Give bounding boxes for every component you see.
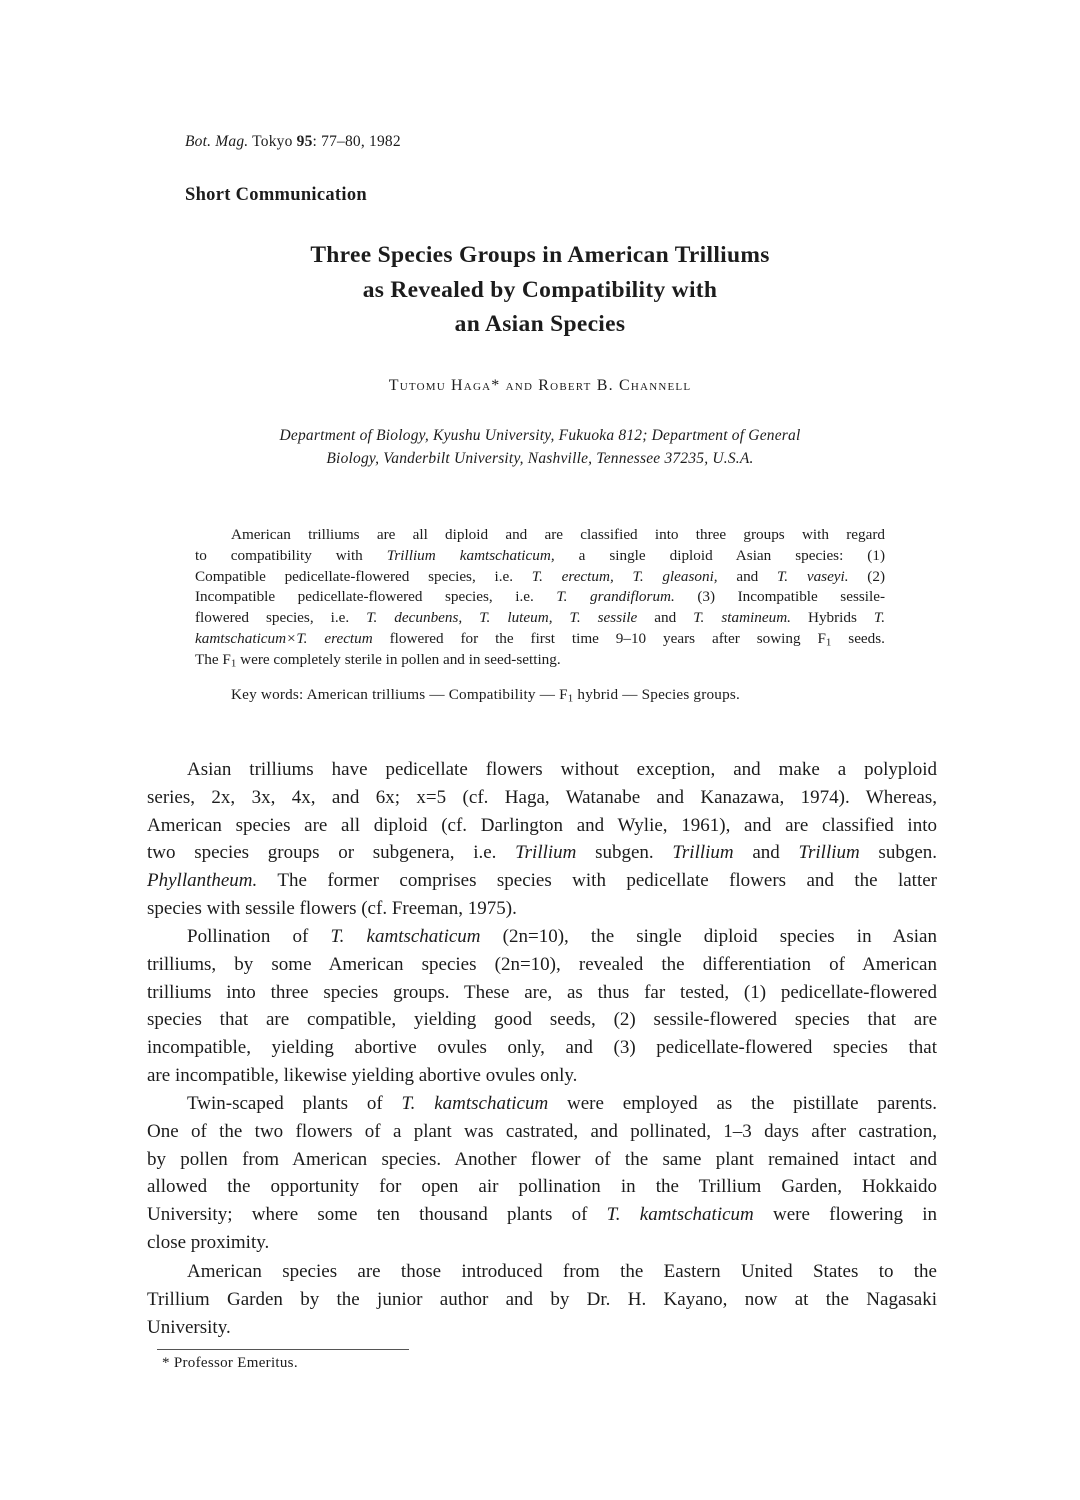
- body-line: species that are compatible, yielding good seeds, (2) sessile-flowered species that are: [147, 1009, 937, 1031]
- journal-name: Bot. Mag.: [185, 133, 249, 150]
- text-run: were flowering in: [753, 1204, 937, 1226]
- key-words: [231, 686, 740, 704]
- body-paragraph: [147, 1090, 937, 1257]
- text-run: flowered for the first time 9–10 years after sowing F: [372, 629, 826, 647]
- footnote-rule: [157, 1349, 409, 1350]
- species-name: T. sessile: [569, 609, 638, 627]
- species-name: Trillium kamtschaticum,: [386, 546, 555, 564]
- journal-city: Tokyo: [252, 133, 293, 150]
- genus-name: Phyllantheum.: [147, 870, 258, 892]
- body-line: [147, 1090, 937, 1118]
- subscript: 1: [825, 636, 832, 649]
- abstract-line: American trilliums are all diploid and are classified into three groups with regard: [231, 526, 885, 543]
- text-run: subgen.: [576, 842, 673, 864]
- subscript: 1: [567, 692, 574, 705]
- genus-name: Trillium: [798, 842, 860, 864]
- text-run: flowered species, i.e.: [195, 609, 367, 627]
- text-run: a single diploid Asian species: (1): [554, 546, 886, 564]
- author-line: [140, 377, 940, 395]
- body-line: by pollen from American species. Another flower of the same plant remained intact and: [147, 1148, 937, 1170]
- body-line: University.: [147, 1316, 231, 1338]
- species-name: T. kamtschaticum: [401, 1093, 549, 1114]
- text-run: University; where some ten thousand plants of: [147, 1204, 607, 1226]
- species-name: T. luteum,: [479, 609, 553, 627]
- abstract-line: [195, 650, 885, 671]
- body-paragraph: [147, 1258, 937, 1341]
- author-name: Robert B. Channell: [538, 377, 692, 394]
- body-line: [147, 923, 937, 951]
- title-line: Three Species Groups in American Trilliums: [310, 242, 770, 268]
- body-line: American species are those introduced from the Eastern United States to the: [187, 1261, 937, 1282]
- title-line: as Revealed by Compatibility with: [362, 276, 718, 303]
- species-name: kamtschaticum×T. erectum: [195, 629, 373, 647]
- body-line: [147, 867, 937, 895]
- body-line: series, 2x, 3x, 4x, and 6x; x=5 (cf. Haga, Watanabe and Kanazawa, 1974). Whereas,: [147, 786, 937, 808]
- body-line: incompatible, yielding abortive ovules only, and (3) pedicellate-flowered species that: [147, 1037, 937, 1059]
- abstract-line: [195, 608, 885, 629]
- author-name: Tutomu Haga*: [388, 377, 501, 394]
- body-line: species with sessile flowers (cf. Freeman, 1975).: [147, 897, 517, 919]
- text-run: two species groups or subgenera, i.e.: [147, 842, 516, 864]
- body-line: close proximity.: [147, 1231, 270, 1253]
- body-line: American species are all diploid (cf. Darlington and Wylie, 1961), and are classified into: [147, 814, 937, 836]
- species-name: T. gleasoni,: [632, 567, 718, 585]
- footnote: * Professor Emeritus.: [162, 1355, 298, 1371]
- paper-title: [140, 238, 940, 342]
- text-run: [614, 568, 633, 585]
- text-run: Compatible pedicellate-flowered species, i.e.: [195, 567, 532, 585]
- text-run: (2): [848, 567, 886, 585]
- body-line: are incompatible, likewise yielding abortive ovules only.: [147, 1064, 578, 1086]
- body-line: allowed the opportunity for open air pollination in the Trillium Garden, Hokkaido: [147, 1176, 937, 1198]
- genus-name: Trillium: [672, 842, 734, 864]
- abstract-line: [195, 629, 885, 650]
- body-paragraph: [147, 756, 937, 923]
- affiliation-line: Biology, Vanderbilt University, Nashville, Tennessee 37235, U.S.A.: [326, 450, 754, 467]
- body-line: [147, 839, 937, 867]
- text-run: [553, 609, 570, 626]
- body-paragraph: [147, 923, 937, 1090]
- body-line: trilliums, by some American species (2n=10), revealed the differentiation of American: [147, 953, 937, 975]
- text-run: Pollination of: [187, 926, 331, 947]
- species-name: T.: [873, 609, 886, 627]
- species-name: T. stamineum.: [693, 609, 791, 627]
- text-run: and: [637, 609, 694, 627]
- abstract-line: [195, 587, 885, 608]
- species-name: T. erectum,: [531, 567, 614, 585]
- text-run: Hybrids: [790, 609, 874, 627]
- text-run: [462, 609, 479, 626]
- affiliation-line: Department of Biology, Kyushu University, Fukuoka 812; Department of General: [279, 427, 801, 444]
- body-line: Trillium Garden by the junior author and by Dr. H. Kayano, now at the Nagasaki: [147, 1288, 937, 1310]
- text-run: (3) Incompatible sessile-: [674, 588, 885, 606]
- text-run: and: [717, 567, 777, 585]
- text-run: Twin-scaped plants of: [187, 1093, 402, 1114]
- text-run: (2n=10), the single diploid species in Asian: [480, 926, 937, 947]
- abstract-line: [195, 567, 885, 588]
- subscript: 1: [230, 657, 237, 670]
- text-run: Incompatible pedicellate-flowered species, i.e.: [195, 588, 557, 606]
- body-line: trilliums into three species groups. These are, as thus far tested, (1) pedicellate-flowered: [147, 981, 937, 1003]
- affiliation: [140, 424, 940, 470]
- species-name: T. grandiflorum.: [556, 588, 675, 606]
- journal-pages-year: : 77–80, 1982: [312, 133, 401, 150]
- text-run: to compatibility with: [195, 546, 387, 564]
- body-line: One of the two flowers of a plant was castrated, and pollinated, 1–3 days after castration,: [147, 1120, 937, 1142]
- species-name: T. kamtschaticum: [330, 926, 481, 947]
- journal-volume: 95: [296, 133, 313, 150]
- journal-citation: [185, 133, 401, 151]
- abstract: [195, 525, 885, 671]
- text-run: and: [733, 842, 799, 864]
- genus-name: Trillium: [515, 842, 577, 864]
- text-run: hybrid — Species groups.: [573, 686, 740, 703]
- text-run: The F: [195, 650, 231, 668]
- species-name: T. decunbens,: [366, 609, 463, 627]
- species-name: T. vaseyi.: [776, 567, 849, 585]
- text-run: Key words: American trilliums — Compatibility — F: [231, 686, 568, 703]
- abstract-line: [195, 546, 885, 567]
- body-line: [147, 1201, 937, 1229]
- text-run: were completely sterile in pollen and in seed-setting.: [236, 650, 561, 668]
- text-run: seeds.: [831, 629, 885, 647]
- text-run: were employed as the pistillate parents.: [548, 1093, 937, 1114]
- species-name: T. kamtschaticum: [606, 1204, 754, 1226]
- section-label: Short Communication: [185, 185, 367, 205]
- text-run: The former comprises species with pedicellate flowers and the latter: [257, 870, 937, 892]
- title-line: an Asian Species: [454, 311, 626, 337]
- body-line: Asian trilliums have pedicellate flowers without exception, and make a polyploid: [187, 759, 937, 780]
- author-conjunction: and: [505, 377, 534, 394]
- text-run: subgen.: [859, 842, 938, 864]
